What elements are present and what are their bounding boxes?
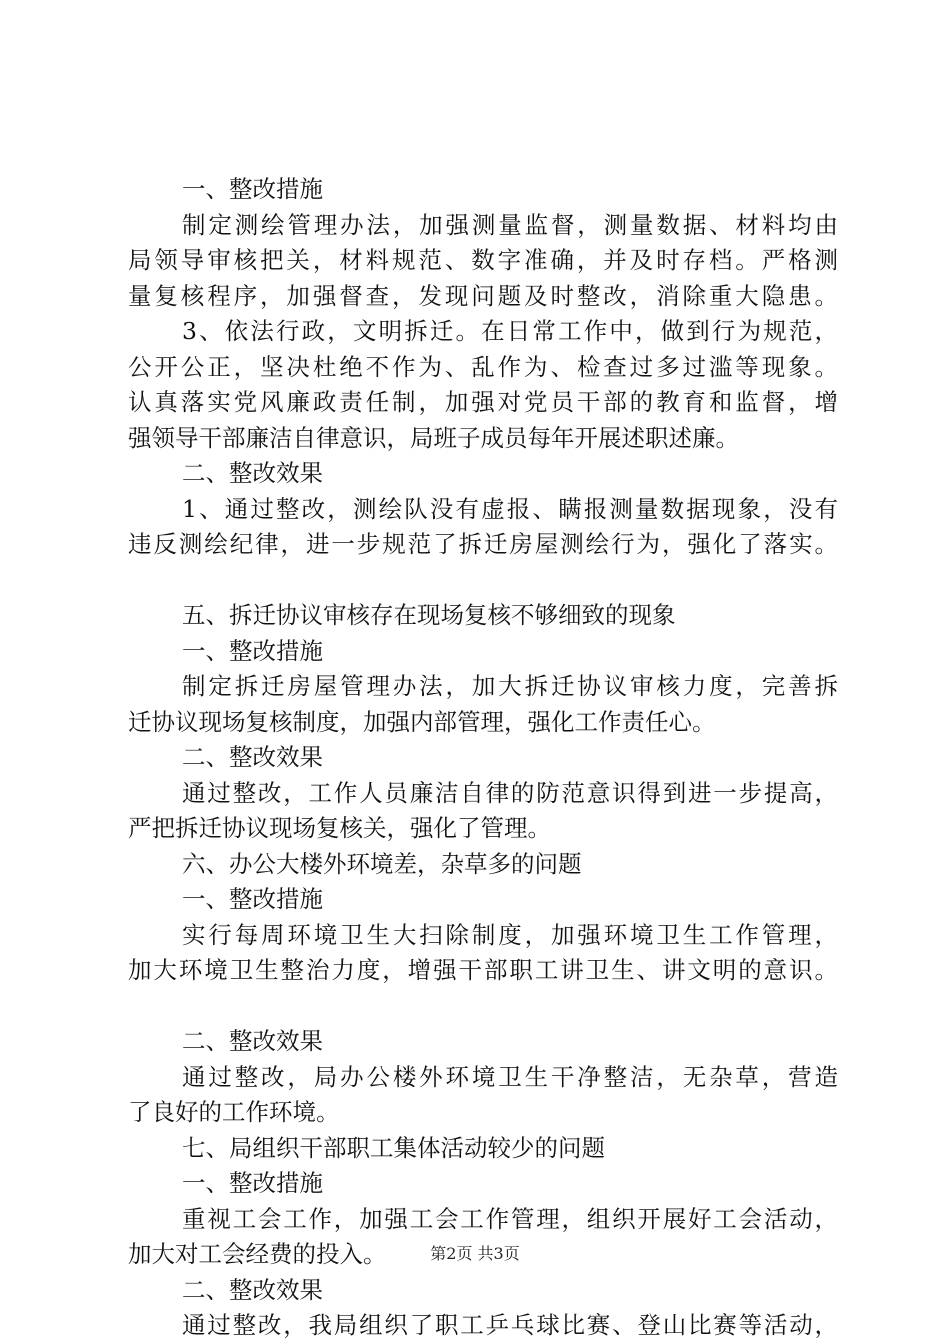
text-line: 制定拆迁房屋管理办法，加大拆迁协议审核力度，完善拆 <box>182 672 838 700</box>
text-line: 一、整改措施 <box>182 636 323 665</box>
blank-line <box>128 563 838 599</box>
text-line: 六、办公大楼外环境差，杂草多的问题 <box>182 849 582 878</box>
text-line: 二、整改效果 <box>182 1027 323 1055</box>
text-line: 严把拆迁协议现场复核关，强化了管理。 <box>128 814 551 842</box>
text-line: 强领导干部廉洁自律意识，局班子成员每年开展述职述廉。 <box>128 423 739 452</box>
text-line: 二、整改效果 <box>182 743 323 771</box>
text-line: 违反测绘纪律，进一步规范了拆迁房屋测绘行为，强化了落实。 <box>128 530 838 558</box>
document-body <box>128 172 838 1344</box>
text-line: 制定测绘管理办法，加强测量监督，测量数据、材料均由 <box>182 210 838 239</box>
text-line: 五、拆迁协议审核存在现场复核不够细致的现象 <box>182 601 676 629</box>
text-line: 认真落实党风廉政责任制，加强对党员干部的教育和监督，增 <box>128 388 838 416</box>
text-line: 加大环境卫生整治力度，增强干部职工讲卫生、讲文明的意识。 <box>128 956 838 984</box>
text-line: 七、局组织干部职工集体活动较少的问题 <box>182 1133 605 1162</box>
text-line: 局领导审核把关，材料规范、数字准确，并及时存档。严格测 <box>128 246 838 274</box>
text-line: 公开公正，坚决杜绝不作为、乱作为、检查过多过滥等现象。 <box>128 352 838 381</box>
text-line: 二、整改效果 <box>182 459 323 487</box>
text-line: 迁协议现场复核制度，加强内部管理，强化工作责任心。 <box>128 707 716 736</box>
text-line: 量复核程序，加强督查，发现问题及时整改，消除重大隐患。 <box>128 281 838 310</box>
text-line: 一、整改措施 <box>182 175 323 203</box>
text-line: 加大对工会经费的投入。 <box>128 1240 387 1268</box>
text-line: 1、通过整改，测绘队没有虚报、瞒报测量数据现象，没有 <box>182 494 838 523</box>
text-line: 通过整改，工作人员廉洁自律的防范意识得到进一步提高， <box>182 778 838 807</box>
text-line: 通过整改，局办公楼外环境卫生干净整洁，无杂草，营造 <box>182 1062 838 1091</box>
text-line: 重视工会工作，加强工会工作管理，组织开展好工会活动， <box>182 1204 838 1233</box>
text-line: 实行每周环境卫生大扫除制度，加强环境卫生工作管理， <box>182 920 838 949</box>
blank-line <box>128 989 838 1025</box>
text-line: 3、依法行政，文明拆迁。在日常工作中，做到行为规范， <box>182 317 838 345</box>
text-line: 了良好的工作环境。 <box>128 1098 340 1126</box>
text-line: 二、整改效果 <box>182 1275 323 1304</box>
text-line: 通过整改，我局组织了职工乒乓球比赛、登山比赛等活动， <box>182 1311 838 1339</box>
text-line: 一、整改措施 <box>182 885 323 913</box>
page-footer: 第2页 共3页 <box>430 1244 520 1263</box>
text-line: 一、整改措施 <box>182 1169 323 1197</box>
